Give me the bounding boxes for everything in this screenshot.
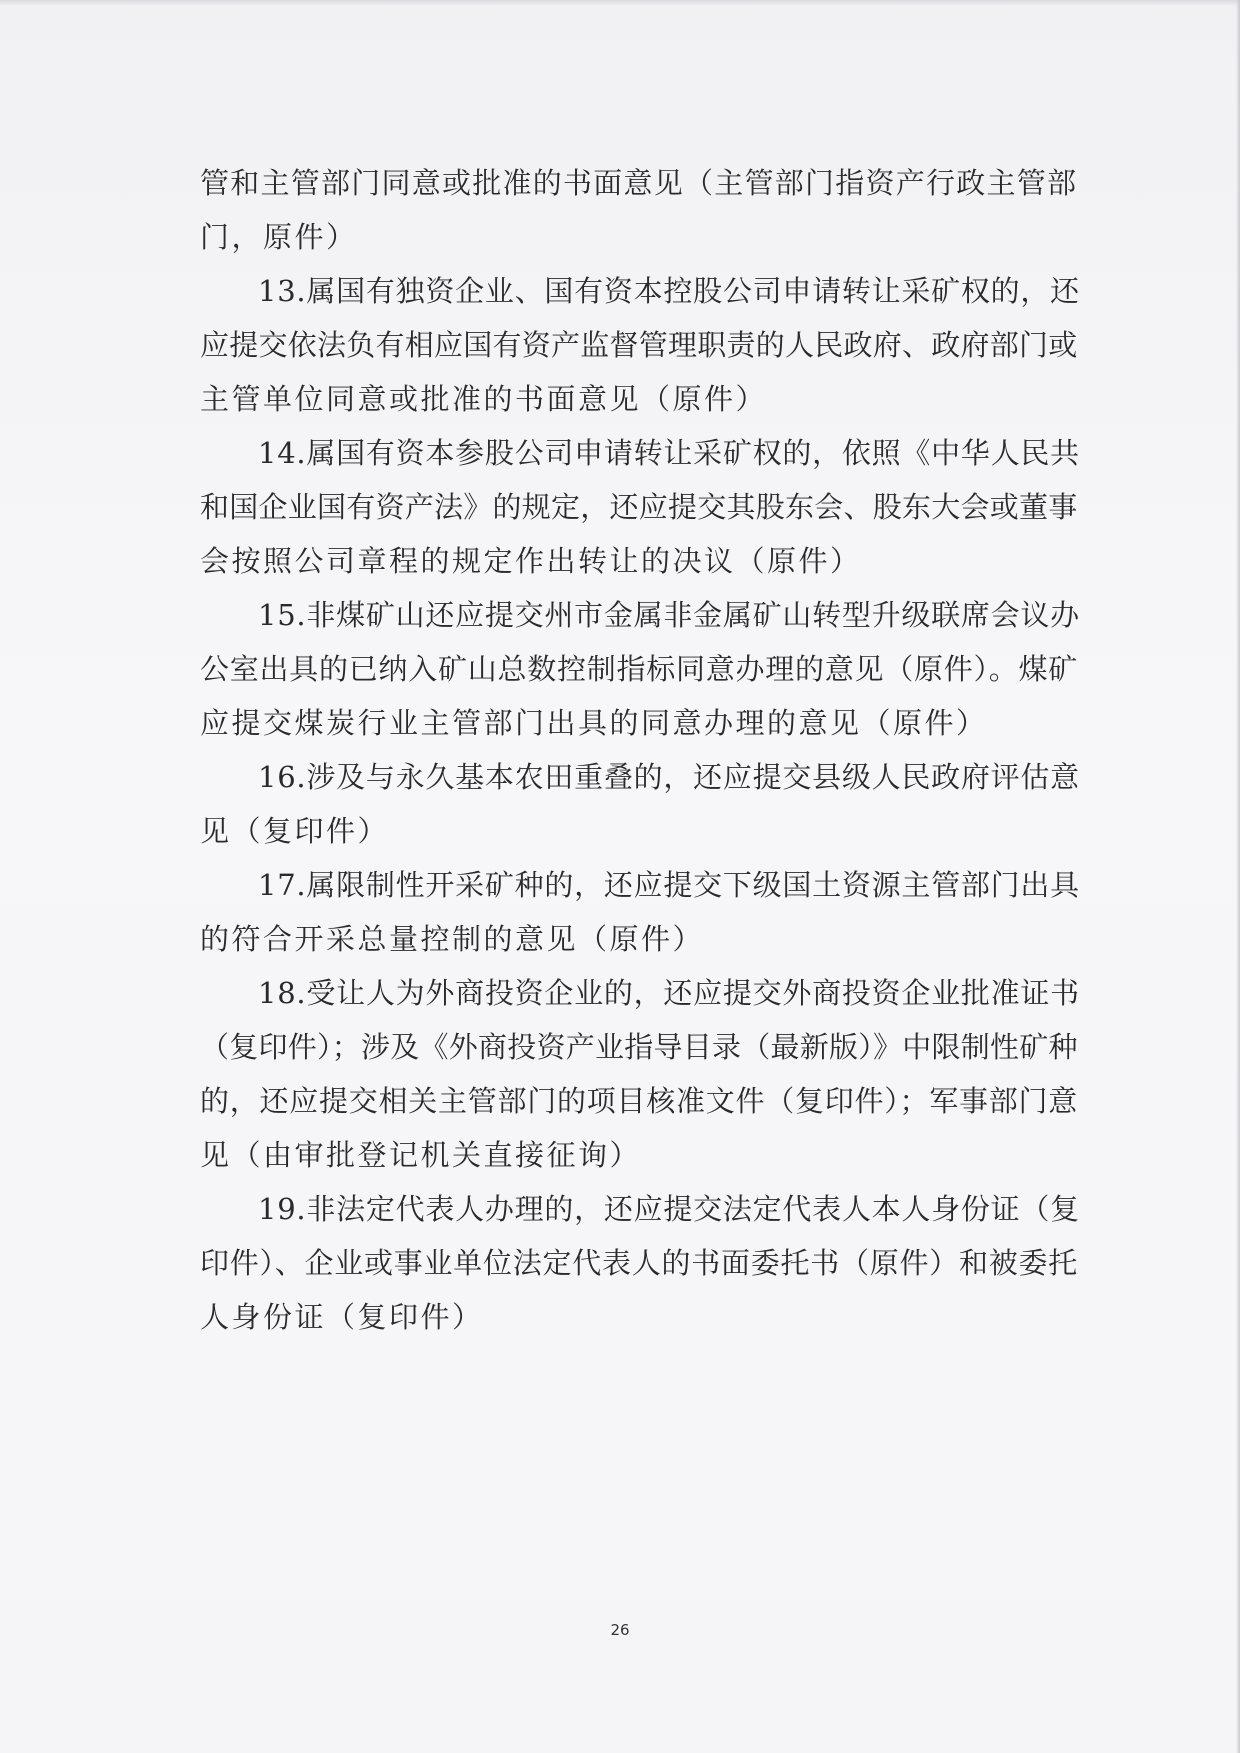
text-line: 13.属国有独资企业、国有资本控股公司申请转让采矿权的，还: [258, 274, 1080, 308]
text-line: 应提交依法负有相应国有资产监督管理职责的人民政府、政府部门或: [200, 328, 1078, 362]
text-line: 门，原件）: [200, 220, 358, 254]
text-line: 18.受让人为外商投资企业的，还应提交外商投资企业批准证书: [258, 976, 1080, 1010]
text-line: 会按照公司章程的规定作出转让的决议（原件）: [200, 544, 862, 578]
text-line: 的符合开采总量控制的意见（原件）: [200, 922, 705, 956]
text-line: 和国企业国有资产法》的规定，还应提交其股东会、股东大会或董事: [200, 490, 1078, 524]
text-line: 16.涉及与永久基本农田重叠的，还应提交县级人民政府评估意: [258, 760, 1080, 794]
text-line: 人身份证（复印件）: [200, 1300, 484, 1334]
text-line: 14.属国有资本参股公司申请转让采矿权的，依照《中华人民共: [258, 436, 1080, 470]
text-line: （复印件）；涉及《外商投资产业指导目录（最新版）》中限制性矿种: [200, 1030, 1078, 1064]
body-text: [200, 156, 1080, 1344]
text-line: 见（由审批登记机关直接征询）: [200, 1138, 642, 1172]
text-line: 19.非法定代表人办理的，还应提交法定代表人本人身份证（复: [258, 1192, 1080, 1226]
scan-edge-right: [1236, 0, 1240, 1753]
page-number: 26: [610, 1621, 630, 1639]
text-line: 17.属限制性开采矿种的，还应提交下级国土资源主管部门出具: [258, 868, 1080, 902]
text-line: 主管单位同意或批准的书面意见（原件）: [200, 382, 768, 416]
text-line: 的，还应提交相关主管部门的项目核准文件（复印件）；军事部门意: [200, 1084, 1079, 1118]
scan-edge-top: [0, 0, 1240, 6]
text-line: 管和主管部门同意或批准的书面意见（主管部门指资产行政主管部: [200, 166, 1078, 200]
text-line: 15.非煤矿山还应提交州市金属非金属矿山转型升级联席会议办: [258, 598, 1080, 632]
text-line: 应提交煤炭行业主管部门出具的同意办理的意见（原件）: [200, 706, 988, 740]
text-line: 见（复印件）: [200, 814, 390, 848]
text-line: 印件）、企业或事业单位法定代表人的书面委托书（原件）和被委托: [200, 1246, 1079, 1280]
text-line: 公室出具的已纳入矿山总数控制指标同意办理的意见（原件）。煤矿: [200, 652, 1079, 686]
